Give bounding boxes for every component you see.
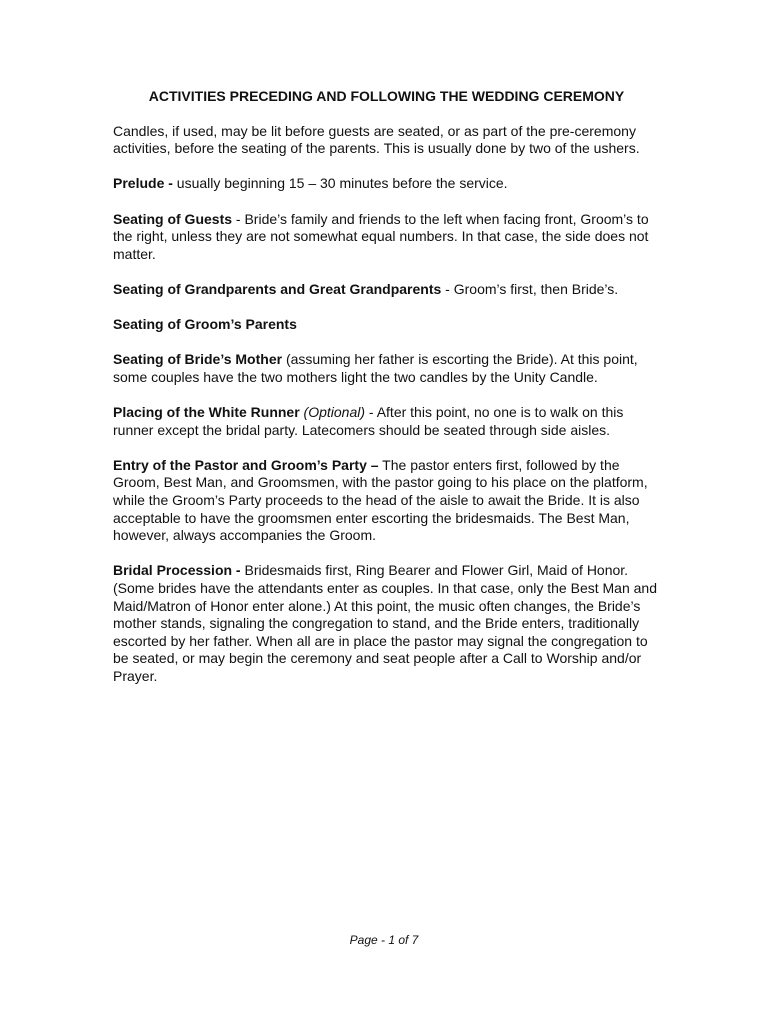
paragraph-heading: Seating of Grandparents and Great Grandparents [113, 280, 442, 297]
paragraph-heading: Placing of the White Runner [113, 404, 300, 421]
paragraph-seating-grooms-parents [113, 316, 658, 334]
document-page [113, 88, 658, 703]
paragraph-text: - After this point, no one is to walk on this runner except the bridal party. Latecomers should be seated through side aisles. [113, 404, 624, 438]
paragraph-heading: Prelude - [113, 175, 173, 192]
paragraph-bridal-procession [113, 562, 658, 685]
paragraph-prelude [113, 175, 658, 193]
paragraph-heading: Seating of Groom’s Parents [113, 316, 297, 333]
paragraph-heading: Seating of Guests [113, 210, 233, 227]
paragraph-text: usually beginning 15 – 30 minutes before the service. [172, 175, 508, 192]
paragraph-seating-guests [113, 211, 658, 264]
paragraph-pastor-entry [113, 457, 658, 545]
optional-note: (Optional) [299, 404, 366, 421]
paragraph-text: - Groom’s first, then Bride’s. [441, 280, 619, 297]
paragraph-candles [113, 123, 658, 158]
paragraph-heading: Seating of Bride’s Mother [113, 351, 283, 368]
document-title: ACTIVITIES PRECEDING AND FOLLOWING THE WEDDING CEREMONY [148, 88, 625, 104]
paragraph-white-runner [113, 404, 658, 439]
paragraph-seating-brides-mother [113, 351, 658, 386]
page-footer: Page - 1 of 7 [349, 933, 419, 947]
paragraph-heading: Bridal Procession - [113, 562, 241, 579]
paragraph-text: (assuming her father is escorting the Bride). At this point, some couples have the two mothers light the two candles by the Unity Candle. [113, 351, 638, 385]
paragraph-text: The pastor enters first, followed by the Groom, Best Man, and Groomsmen, with the pastor going to his place on the platform, while the Groom’s Party proceeds to the head of the aisle to await the Bride. It is also acceptable to have the groomsmen enter escorting the bridesmaids. The Best Man, however, always accompanies the Groom. [113, 456, 648, 544]
paragraph-text: Candles, if used, may be lit before guests are seated, or as part of the pre-ceremony activities, before the seating of the parents. This is usually done by two of the ushers. [113, 122, 640, 157]
paragraph-seating-grandparents [113, 281, 658, 299]
paragraph-heading: Entry of the Pastor and Groom’s Party – [113, 456, 379, 473]
paragraph-text: Bridesmaids first, Ring Bearer and Flower Girl, Maid of Honor. (Some brides have the attendants enter as couples. In that case, only the Best Man and Maid/Matron of Honor enter alone.) At this point, the music often changes, the Bride’s mother stands, signaling the congregation to stand, and the Bride enters, traditionally escorted by her father. When all are in place the pastor may signal the congregation to be seated, or may begin the ceremony and seat people after a Call to Worship and/or Prayer. [113, 562, 657, 684]
paragraph-text: - Bride’s family and friends to the left when facing front, Groom’s to the right, unless they are not somewhat equal numbers. In that case, the side does not matter. [113, 210, 649, 262]
